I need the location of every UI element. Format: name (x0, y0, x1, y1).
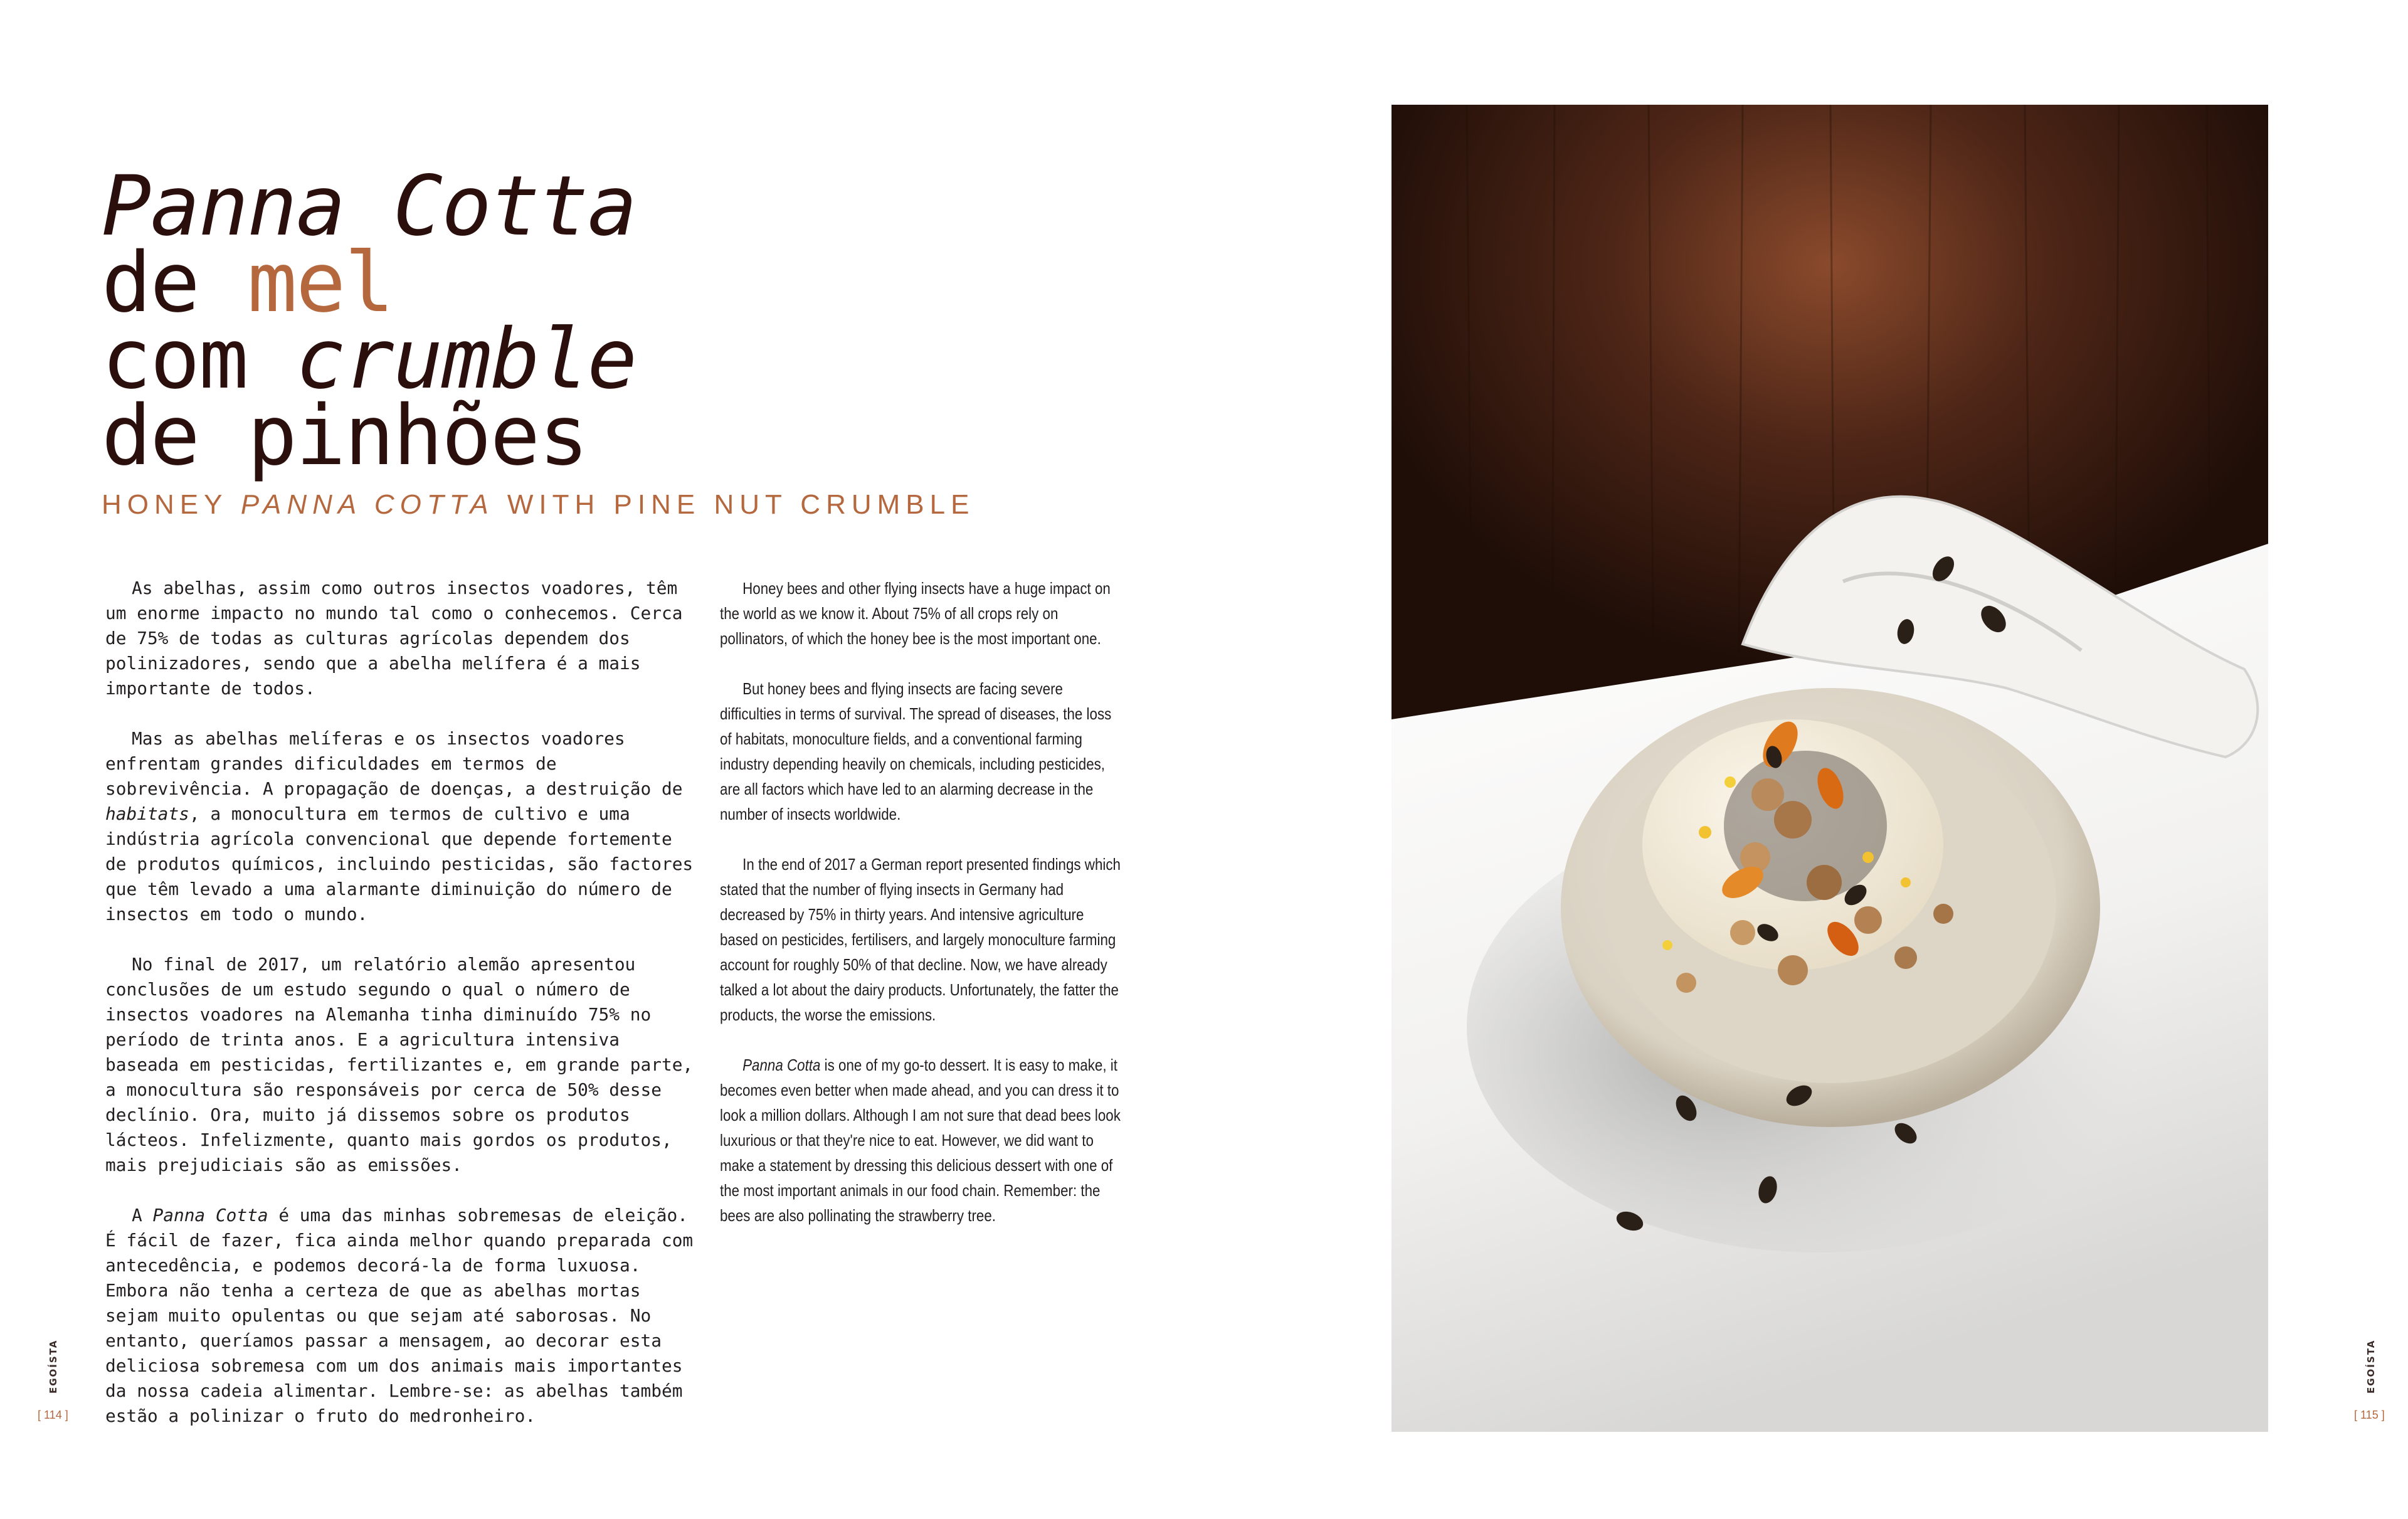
magazine-brand-left: EGOÍSTA (48, 1339, 59, 1394)
subtitle-suffix: WITH PINE NUT CRUMBLE (494, 489, 975, 520)
title-line-2 (102, 235, 636, 331)
en-p4-text: is one of my go-to dessert. It is easy to make, it becomes even better when made ahead, and you can dress it to look a million dollars. Although I am not sure that dead bees look luxurious or that they're nice to eat. However, we did want to make a statement by dressing this delicious dessert with one of the most important animals in our food chain. Remember: the bees are also pollinating the strawberry tree. (720, 1056, 1121, 1225)
en-paragraph-4 (720, 1052, 1121, 1228)
pt-p4-italic: Panna Cotta (152, 1205, 268, 1225)
en-paragraph-1: Honey bees and other flying insects have a huge impact on the world as we know it. About 75% of all crops rely on pollinators, of which the honey bee is the most important one. (720, 579, 1111, 648)
pt-p4-text-a: A (132, 1205, 153, 1225)
subtitle-italic: PANNA COTTA (240, 489, 494, 520)
pt-paragraph-4 (105, 1203, 695, 1429)
pt-p2-text-a: Mas as abelhas melíferas e os insectos voadores enfrentam grandes dificuldades em termos de sobrevivência. A propagação de doenças, a destruição de (105, 728, 683, 799)
en-p4-italic: Panna Cotta (742, 1056, 821, 1074)
title-crumble: crumble (295, 311, 636, 408)
recipe-subtitle-english (102, 489, 974, 521)
en-paragraph-3: In the end of 2017 a German report presented findings which stated that the number of flying insects in Germany had decreased by 75% in thirty years. And intensive agriculture based on pesticides, fertilisers, and largely monoculture farming account for roughly 50% of that decline. Now, we have already talked a lot about the dairy products. Unfortunately, the fatter the products, the worse the emissions. (720, 855, 1121, 1024)
dessert-photo-illustration (1391, 105, 2268, 1432)
title-line-3 (102, 311, 636, 408)
pt-p2-italic: habitats (105, 803, 189, 824)
body-column-portuguese (105, 576, 695, 1429)
page-number-right: [ 115 ] (2354, 1409, 2385, 1421)
pt-paragraph-1: As abelhas, assim como outros insectos voadores, têm um enorme impacto no mundo tal como o conhecemos. Cerca de 75% de todas as culturas agrícolas dependem dos polinizadores, sendo que a abelha melífera é a mais importante de todos. (105, 578, 683, 699)
magazine-brand-right: EGOÍSTA (2365, 1339, 2377, 1394)
pt-p4-text-b: é uma das minhas sobremesas de eleição. É fácil de fazer, fica ainda melhor quando preparada com antecedência, e podemos decorá-la de forma luxuosa. Embora não tenha a certeza de que as abelhas mortas sejam muito opulentas ou que sejam até saborosas. No entanto, queríamos passar a mensagem, ao decorar esta deliciosa sobremesa com um dos animais mais importantes da nossa cadeia alimentar. Lembre-se: as abelhas também estão a polinizar o fruto do medronheiro. (105, 1205, 694, 1426)
dessert-photo (1391, 105, 2268, 1432)
title-mel: mel (247, 235, 393, 331)
title-com: com (102, 311, 296, 408)
title-panna-cotta: Panna Cotta (102, 158, 636, 255)
body-column-english (720, 576, 1121, 1228)
subtitle-prefix: HONEY (102, 489, 241, 520)
pt-paragraph-3: No final de 2017, um relatório alemão apresentou conclusões de um estudo segundo o qual o número de insectos voadores na Alemanha tinha diminuído 75% no período de trinta anos. E a agricultura intensiva baseada em pesticidas, fertilizantes e, em grande parte, a monocultura são responsáveis por cerca de 50% desse declínio. Ora, muito já dissemos sobre os produtos lácteos. Infelizmente, quanto mais gordos os produtos, mais prejudiciais são as emissões. (105, 954, 694, 1175)
pt-p2-text-b: , a monocultura em termos de cultivo e uma indústria agrícola convencional que depende fortemente de produtos químicos, incluindo pesticidas, são factores que têm levado a uma alarmante diminuição do número de insectos em todo o mundo. (105, 803, 694, 924)
recipe-title (102, 158, 636, 484)
en-paragraph-2: But honey bees and flying insects are facing severe difficulties in terms of survival. The spread of diseases, the loss of habitats, monoculture fields, and a conventional farming industry depending heavily on chemicals, including pesticides, are all factors which have led to an alarming decrease in the number of insects worldwide. (720, 679, 1112, 823)
title-line-4: de pinhões (102, 388, 588, 484)
title-line-1 (102, 158, 636, 255)
pt-paragraph-2 (105, 726, 695, 927)
page-number-left: [ 114 ] (38, 1409, 68, 1421)
title-de: de (102, 235, 248, 331)
